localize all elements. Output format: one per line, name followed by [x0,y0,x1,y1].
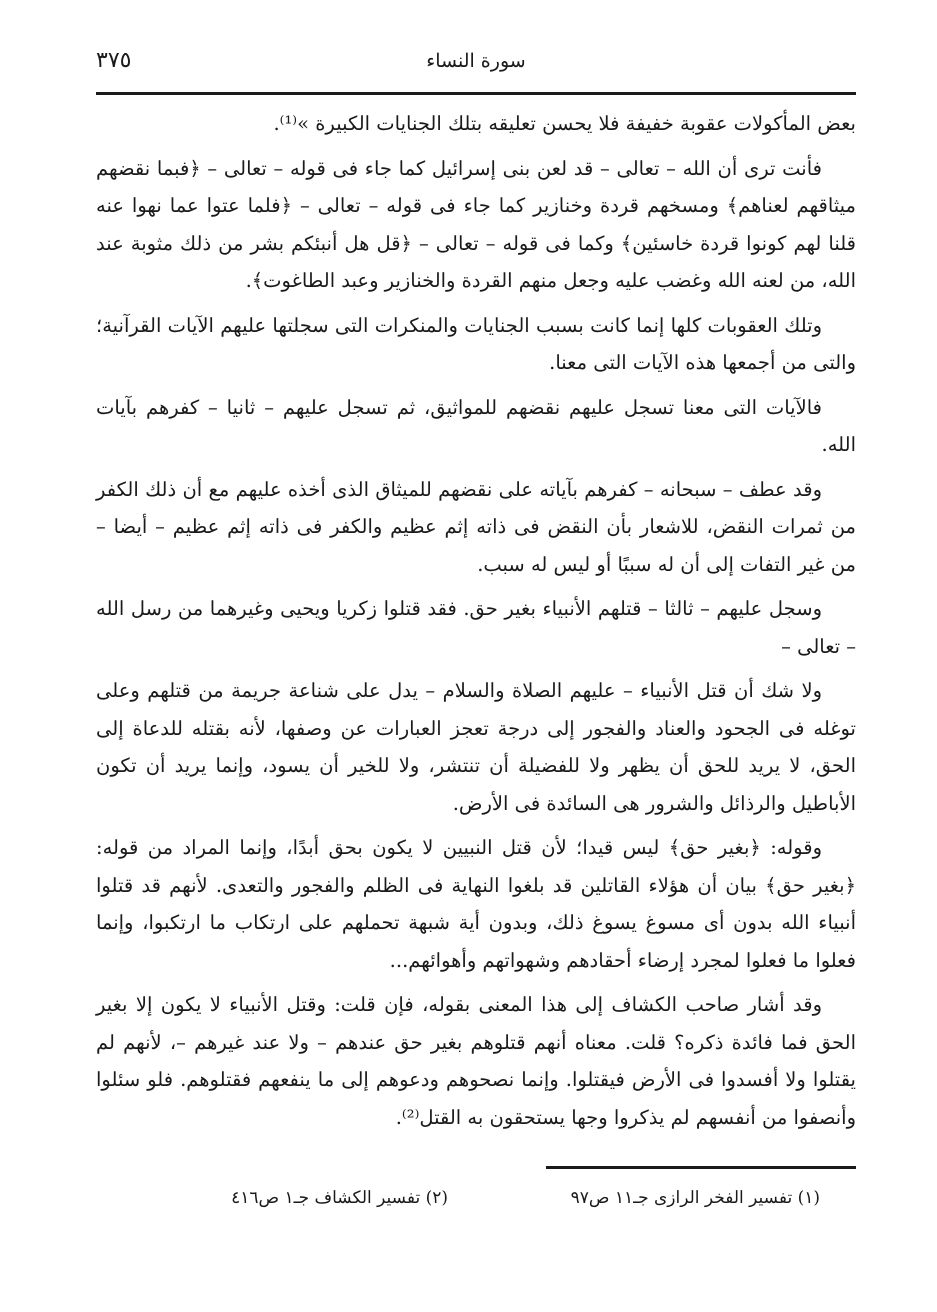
book-page [96,40,856,1280]
running-head [96,40,856,95]
page-number: ٣٧٥ [96,48,132,73]
paragraph: بعض المأكولات عقوبة خفيفة فلا يحسن تعليقه بتلك الجنايات الكبيرة »⁽¹⁾. [273,112,856,135]
paragraph: ولا شك أن قتل الأنبياء – عليهم الصلاة والسلام – يدل على شناعة جريمة من قتلهم وعلى توغله فى الجحود والعناد والفجور إلى درجة تعجز العبارات عن وصفها، لأنه بقتله للدعاة إلى الحق، لا يريد للحق أن يظهر ولا للفضيلة أن تنتشر، ولا للخير أن يسود، وإنما يريد أن تكون الأباطيل والرذائل والشرور هى السائدة فى الأرض. [96,679,856,815]
paragraph: وقد أشار صاحب الكشاف إلى هذا المعنى بقوله، فإن قلت: وقتل الأنبياء لا يكون إلا بغير الحق فما فائدة ذكره؟ قلت. معناه أنهم قتلوهم بغير حق عندهم – ولا عند غيرهم –، لأنهم لم يقتلوا ولا أفسدوا فى الأرض فيقتلوا. وإنما نصحوهم ودعوهم إلى ما ينفعهم فقتلوهم. فلو سئلوا وأنصفوا من أنفسهم لم يذكروا وجها يستحقون به القتل⁽²⁾. [96,993,856,1129]
paragraph: فالآيات التى معنا تسجل عليهم نقضهم للمواثيق، ثم تسجل عليهم – ثانيا – كفرهم بآيات الله. [96,395,856,456]
footnote-1: (١) تفسير الفخر الرازى جـ١١ ص٩٧ [570,1188,820,1208]
footnote-divider [546,1166,856,1169]
surah-title: سورة النساء [426,50,526,72]
paragraph: وقوله: ﴿بغير حق﴾ ليس قيدا؛ لأن قتل النبيين لا يكون بحق أبدًا، وإنما المراد من قوله: ﴿بغير حق﴾ بيان أن هؤلاء القاتلين قد بلغوا النهاية فى الظلم والفجور والتعدى. لأنهم قد قتلوا أنبياء الله بدون أى مسوغ يسوغ ذلك، وبدون أية شبهة تحملهم على ارتكاب ما ارتكبوا، وإنما فعلوا ما فعلوا لمجرد إرضاء أحقادهم وشهواتهم وأهوائهم... [96,836,856,972]
footnotes [96,1188,856,1218]
body-text [96,105,856,1136]
footnote-2: (٢) تفسير الكشاف جـ١ ص٤١٦ [231,1188,448,1208]
paragraph: وقد عطف – سبحانه – كفرهم بآياته على نقضهم للميثاق الذى أخذه عليهم مع أن ذلك الكفر من ثمرات النقض، للاشعار بأن النقض فى ذاته إثم عظيم والكفر فى ذاته إثم عظيم – أيضا – من غير التفات إلى أن له سببًا أو ليس له سبب. [96,477,856,576]
paragraph: فأنت ترى أن الله – تعالى – قد لعن بنى إسرائيل كما جاء فى قوله – تعالى – ﴿فبما نقضهم ميثاقهم لعناهم﴾ ومسخهم قردة وخنازير كما جاء فى قوله – تعالى – ﴿فلما عتوا عما نهوا عنه قلنا لهم كونوا قردة خاسئين﴾ وكما فى قوله – تعالى – ﴿قل هل أنبئكم بشر من ذلك مثوبة عند الله، من لعنه الله وغضب عليه وجعل منهم القردة والخنازير وعبد الطاغوت﴾. [96,156,856,292]
paragraph: وسجل عليهم – ثالثا – قتلهم الأنبياء بغير حق. فقد قتلوا زكريا ويحيى وغيرهما من رسل الله – تعالى – [96,597,856,658]
paragraph: وتلك العقوبات كلها إنما كانت بسبب الجنايات والمنكرات التى سجلتها عليهم الآيات القرآنية؛ والتى من أجمعها هذه الآيات التى معنا. [96,313,856,374]
